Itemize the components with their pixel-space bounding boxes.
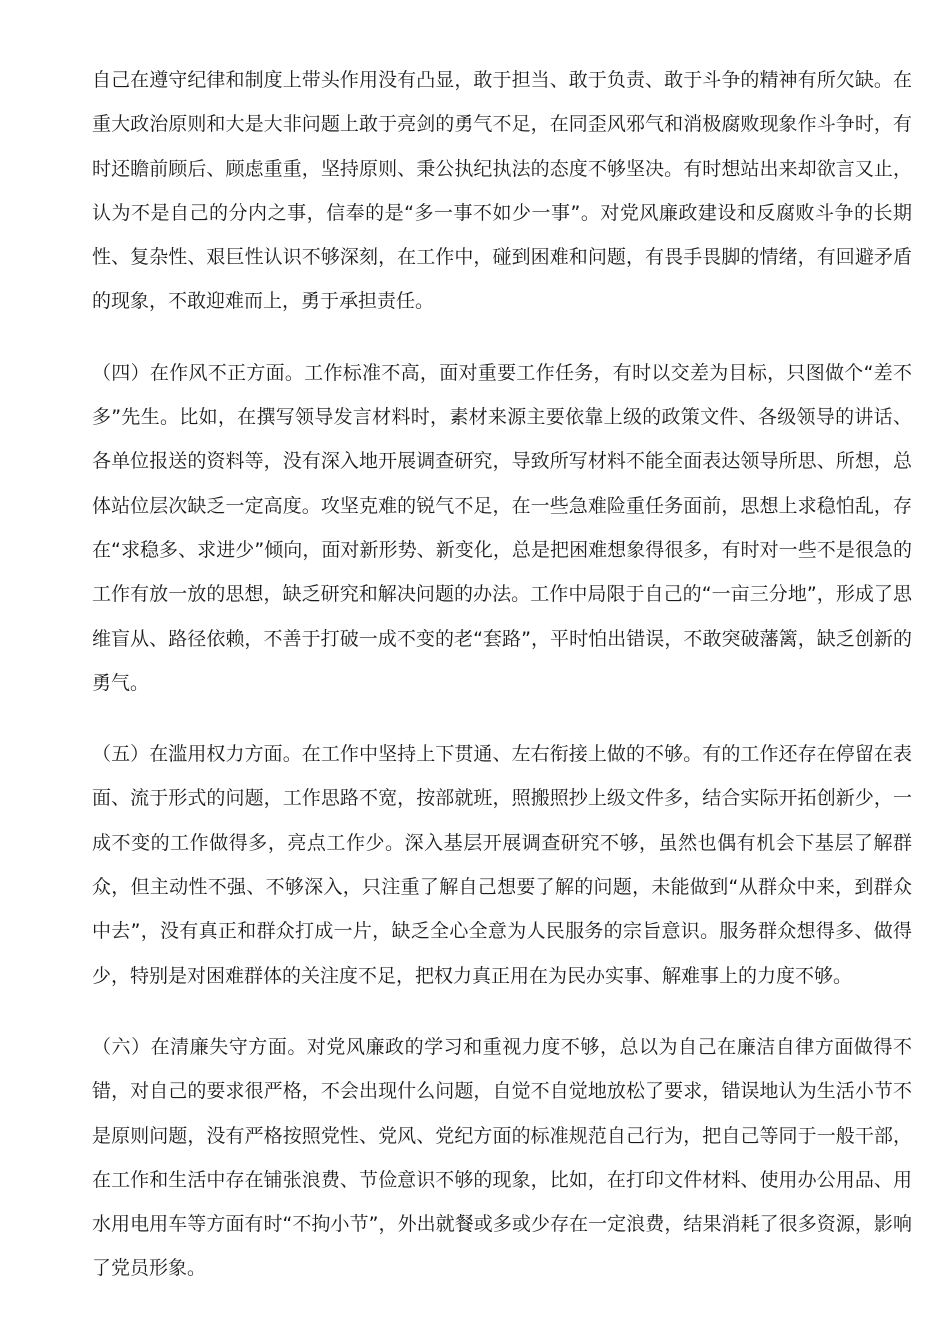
paragraph-spacer [92, 324, 912, 351]
paragraph-section-6: （六）在清廉失守方面。对党风廉政的学习和重视力度不够，总以为自己在廉洁自律方面做得不错，对自己的要求很严格，不会出现什么问题，自觉不自觉地放松了要求，错误地认为生活小节不是原则问题，没有严格按照党性、党风、党纪方面的标准规范自己行为，把自己等同于一般干部，在工作和生活中存在铺张浪费、节俭意识不够的现象，比如，在打印文件材料、使用办公用品、用水用电用车等方面有时“不拘小节”，外出就餐或多或少存在一定浪费，结果消耗了很多资源，影响了党员形象。 [92, 1035, 912, 1280]
paragraph-spacer [92, 998, 912, 1025]
paragraph-section-4: （四）在作风不正方面。工作标准不高，面对重要工作任务，有时以交差为目标，只图做个“差不多”先生。比如，在撰写领导发言材料时，素材来源主要依靠上级的政策文件、各级领导的讲话、各单位报送的资料等，没有深入地开展调查研究，导致所写材料不能全面表达领导所思、所想，总体站位层次缺乏一定高度。攻坚克难的锐气不足，在一些急难险重任务面前，思想上求稳怕乱，存在“求稳多、求进少”倾向，面对新形势、新变化，总是把困难想象得很多，有时对一些不是很急的工作有放一放的思想，缺乏研究和解决问题的办法。工作中局限于自己的“一亩三分地”，形成了思维盲从、路径依赖，不善于打破一成不变的老“套路”，平时怕出错误，不敢突破藩篱，缺乏创新的勇气。 [92, 361, 912, 694]
paragraph-continuation: 自己在遵守纪律和制度上带头作用没有凸显，敢于担当、敢于负责、敢于斗争的精神有所欠缺。在重大政治原则和大是大非问题上敢于亮剑的勇气不足，在同歪风邪气和消极腐败现象作斗争时，有时还瞻前顾后、顾虑重重，坚持原则、秉公执纪执法的态度不够坚决。有时想站出来却欲言又止，认为不是自己的分内之事，信奉的是“多一事不如少一事”。对党风廉政建设和反腐败斗争的长期性、复杂性、艰巨性认识不够深刻，在工作中，碰到困难和问题，有畏手畏脚的情绪，有回避矛盾的现象，不敢迎难而上，勇于承担责任。 [92, 69, 912, 313]
paragraph-spacer [92, 705, 912, 732]
paragraph-section-5: （五）在滥用权力方面。在工作中坚持上下贯通、左右衔接上做的不够。有的工作还存在停留在表面、流于形式的问题，工作思路不宽，按部就班，照搬照抄上级文件多，结合实际开拓创新少，一成不变的工作做得多，亮点工作少。深入基层开展调查研究不够，虽然也偶有机会下基层了解群众，但主动性不强、不够深入，只注重了解自己想要了解的问题，未能做到“从群众中来，到群众中去”，没有真正和群众打成一片，缺乏全心全意为人民服务的宗旨意识。服务群众想得多、做得少，特别是对困难群体的关注度不足，把权力真正用在为民办实事、解难事上的力度不够。 [92, 743, 912, 987]
document-page [92, 58, 912, 1291]
